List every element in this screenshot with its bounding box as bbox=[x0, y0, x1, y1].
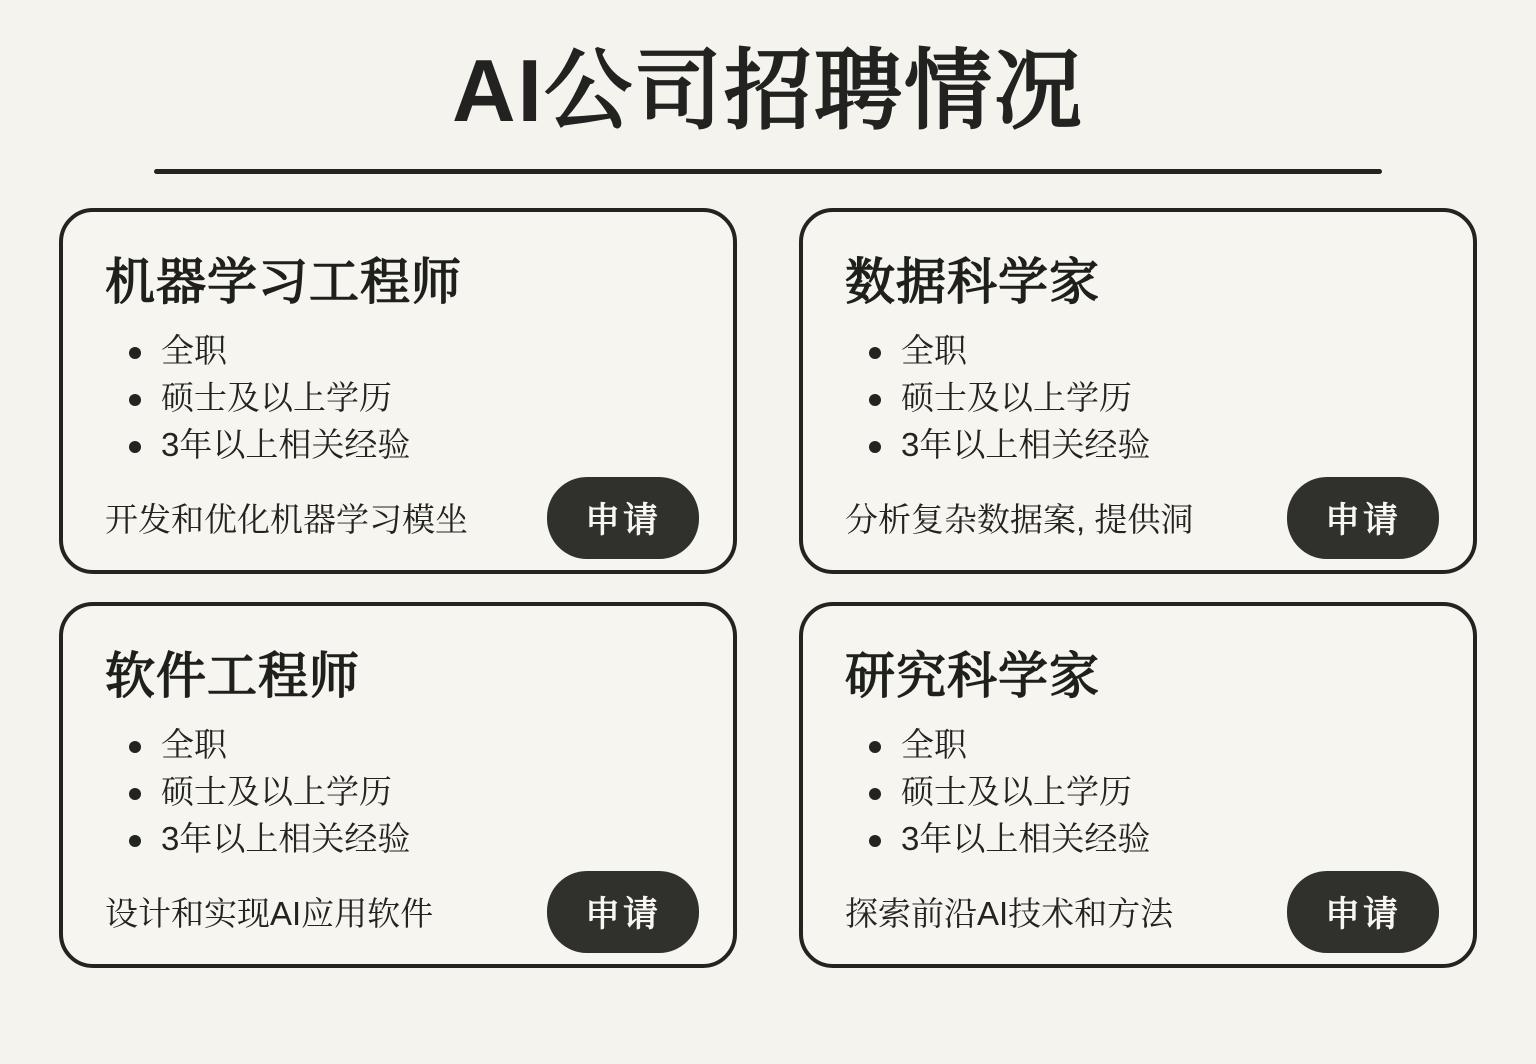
job-requirements-list bbox=[97, 722, 699, 863]
list-item: 硕士及以上学历 bbox=[865, 769, 1439, 816]
job-card-software-engineer[interactable] bbox=[59, 602, 737, 968]
job-title: 软件工程师 bbox=[105, 648, 360, 705]
job-title: 研究科学家 bbox=[845, 648, 1100, 705]
apply-button[interactable]: 申请 bbox=[547, 477, 699, 559]
job-footer bbox=[837, 871, 1439, 953]
job-requirements-list bbox=[97, 328, 699, 469]
job-footer bbox=[837, 477, 1439, 559]
list-item: 硕士及以上学历 bbox=[125, 769, 699, 816]
job-footer bbox=[97, 477, 699, 559]
job-description: 探索前沿AI技术和方法 bbox=[845, 895, 1174, 933]
list-item: 3年以上相关经验 bbox=[865, 816, 1439, 863]
list-item: 硕士及以上学历 bbox=[125, 375, 699, 422]
list-item: 全职 bbox=[125, 722, 699, 769]
job-card-machine-learning-engineer[interactable] bbox=[59, 208, 737, 574]
list-item: 硕士及以上学历 bbox=[865, 375, 1439, 422]
page-title: AI公司招聘情况 bbox=[451, 41, 1084, 140]
job-title: 机器学习工程师 bbox=[105, 254, 462, 311]
list-item: 全职 bbox=[125, 328, 699, 375]
job-title: 数据科学家 bbox=[845, 254, 1100, 311]
job-requirements-list bbox=[837, 328, 1439, 469]
job-card-data-scientist[interactable] bbox=[799, 208, 1477, 574]
job-footer bbox=[97, 871, 699, 953]
job-card-grid bbox=[59, 208, 1477, 968]
apply-button[interactable]: 申请 bbox=[1287, 871, 1439, 953]
list-item: 3年以上相关经验 bbox=[125, 816, 699, 863]
list-item: 全职 bbox=[865, 722, 1439, 769]
apply-button[interactable]: 申请 bbox=[547, 871, 699, 953]
title-divider bbox=[154, 169, 1382, 174]
job-description: 开发和优化机器学习模坐 bbox=[105, 501, 468, 539]
list-item: 3年以上相关经验 bbox=[865, 422, 1439, 469]
list-item: 全职 bbox=[865, 328, 1439, 375]
poster bbox=[0, 40, 1536, 1064]
job-description: 分析复杂数据案, 提供洞 bbox=[845, 501, 1194, 539]
job-description: 设计和实现AI应用软件 bbox=[105, 895, 434, 933]
list-item: 3年以上相关经验 bbox=[125, 422, 699, 469]
job-card-research-scientist[interactable] bbox=[799, 602, 1477, 968]
apply-button[interactable]: 申请 bbox=[1287, 477, 1439, 559]
job-requirements-list bbox=[837, 722, 1439, 863]
